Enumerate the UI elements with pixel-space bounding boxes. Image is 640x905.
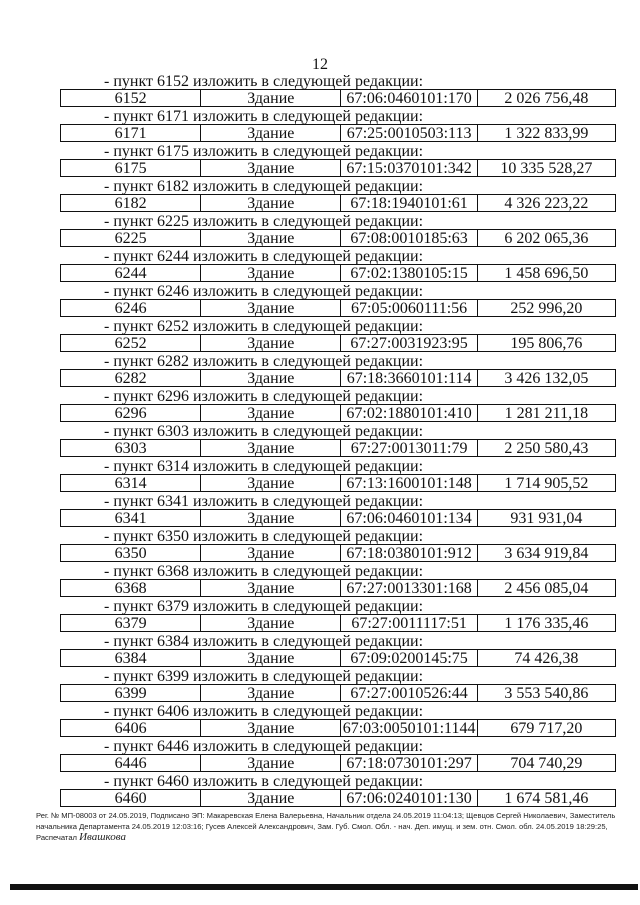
amendment-intro: - пункт 6368 изложить в следующей редакции: [104, 563, 424, 580]
amendment-intro: - пункт 6152 изложить в следующей редакции: [104, 73, 424, 90]
handwritten-signature: Ивашкова [79, 831, 126, 843]
cadastral-value-cell: 1 281 211,18 [504, 405, 589, 421]
amendment-entry [60, 494, 616, 529]
amendment-intro: - пункт 6244 изложить в следующей редакции: [104, 248, 424, 265]
table-row [60, 369, 616, 387]
signature-footer [36, 810, 616, 843]
item-number-cell: 6368 [61, 580, 201, 596]
amendment-intro: - пункт 6252 изложить в следующей редакции: [104, 318, 424, 335]
cadastral-value-cell: 1 322 833,99 [504, 125, 589, 141]
item-number-cell: 6182 [61, 195, 201, 211]
amendment-entry [60, 599, 616, 634]
amendment-intro: - пункт 6399 изложить в следующей редакции: [104, 668, 424, 685]
amendment-entry [60, 249, 616, 284]
table-row [60, 89, 616, 107]
amendment-entry [60, 389, 616, 424]
amendment-entry [60, 74, 616, 109]
object-type-cell: Здание [201, 90, 341, 106]
cadastral-number-cell: 67:27:0011117:51 [341, 615, 477, 631]
amendment-entry [60, 179, 616, 214]
amendment-intro: - пункт 6246 изложить в следующей редакции: [104, 283, 424, 300]
amendment-list [60, 74, 616, 809]
item-number-cell: 6303 [61, 440, 201, 456]
cadastral-number-cell: 67:06:0460101:170 [341, 90, 477, 106]
cadastral-number-cell: 67:18:1940101:61 [341, 195, 477, 211]
amendment-intro: - пункт 6446 изложить в следующей редакции: [104, 738, 424, 755]
amendment-intro: - пункт 6406 изложить в следующей редакции: [104, 703, 424, 720]
table-row [60, 684, 616, 702]
cadastral-value-cell: 704 740,29 [510, 755, 583, 771]
table-row [60, 649, 616, 667]
amendment-entry [60, 354, 616, 389]
amendment-entry [60, 214, 616, 249]
scan-edge-bar [10, 884, 638, 890]
amendment-intro: - пункт 6296 изложить в следующей редакции: [104, 388, 424, 405]
object-type-cell: Здание [201, 405, 341, 421]
footer-text: Рег. № МП-08003 от 24.05.2019, Подписано ЭП: Макаревская Елена Валерьевна, Начальник отдела 24.05.2019 11:04:13; Щевцов Сергей Николаевич, Заместитель начальника Департамента 24.05.2019 12:03:16; Гусев Алексей Александрович, Зам. Губ. Смол. Обл. - нач. Деп. имущ. и зем. отн. Смол. обл. 24.05.2019 18:29:25, Распечатал [36, 811, 616, 842]
table-row [60, 789, 616, 807]
object-type-cell: Здание [201, 160, 341, 176]
page-number: 12 [312, 56, 328, 73]
cadastral-number-cell: 67:27:0013301:168 [341, 580, 477, 596]
amendment-intro: - пункт 6171 изложить в следующей редакции: [104, 108, 424, 125]
cadastral-number-cell: 67:27:0031923:95 [341, 335, 477, 351]
object-type-cell: Здание [201, 790, 341, 806]
amendment-intro: - пункт 6341 изложить в следующей редакции: [104, 493, 424, 510]
cadastral-number-cell: 67:06:0240101:130 [341, 790, 477, 806]
cadastral-value-cell: 4 326 223,22 [504, 195, 589, 211]
item-number-cell: 6384 [61, 650, 201, 666]
table-row [60, 754, 616, 772]
cadastral-number-cell: 67:18:0380101:912 [341, 545, 477, 561]
amendment-entry [60, 739, 616, 774]
cadastral-value-cell: 2 456 085,04 [504, 580, 589, 596]
amendment-entry [60, 564, 616, 599]
cadastral-value-cell: 1 714 905,52 [504, 475, 589, 491]
object-type-cell: Здание [201, 265, 341, 281]
cadastral-number-cell: 67:18:0730101:297 [341, 755, 477, 771]
object-type-cell: Здание [201, 685, 341, 701]
cadastral-number-cell: 67:09:0200145:75 [341, 650, 477, 666]
object-type-cell: Здание [201, 195, 341, 211]
item-number-cell: 6171 [61, 125, 201, 141]
cadastral-number-cell: 67:02:1380105:15 [341, 265, 477, 281]
object-type-cell: Здание [201, 580, 341, 596]
table-row [60, 334, 616, 352]
cadastral-value-cell: 931 931,04 [510, 510, 583, 526]
amendment-intro: - пункт 6303 изложить в следующей редакции: [104, 423, 424, 440]
item-number-cell: 6341 [61, 510, 201, 526]
table-row [60, 299, 616, 317]
amendment-entry [60, 459, 616, 494]
amendment-intro: - пункт 6282 изложить в следующей редакции: [104, 353, 424, 370]
item-number-cell: 6252 [61, 335, 201, 351]
item-number-cell: 6460 [61, 790, 201, 806]
object-type-cell: Здание [201, 650, 341, 666]
table-row [60, 439, 616, 457]
object-type-cell: Здание [201, 510, 341, 526]
item-number-cell: 6244 [61, 265, 201, 281]
table-row [60, 544, 616, 562]
cadastral-value-cell: 1 176 335,46 [504, 615, 589, 631]
amendment-entry [60, 424, 616, 459]
table-row [60, 124, 616, 142]
cadastral-value-cell: 3 553 540,86 [504, 685, 589, 701]
cadastral-value-cell: 6 202 065,36 [504, 230, 589, 246]
object-type-cell: Здание [201, 230, 341, 246]
amendment-entry [60, 144, 616, 179]
table-row [60, 159, 616, 177]
cadastral-value-cell: 195 806,76 [510, 335, 583, 351]
cadastral-number-cell: 67:02:1880101:410 [341, 405, 477, 421]
cadastral-number-cell: 67:05:0060111:56 [341, 300, 477, 316]
cadastral-value-cell: 252 996,20 [510, 300, 583, 316]
object-type-cell: Здание [201, 300, 341, 316]
cadastral-number-cell: 67:06:0460101:134 [341, 510, 477, 526]
cadastral-value-cell: 1 674 581,46 [504, 790, 589, 806]
amendment-entry [60, 284, 616, 319]
item-number-cell: 6379 [61, 615, 201, 631]
amendment-intro: - пункт 6175 изложить в следующей редакции: [104, 143, 424, 160]
cadastral-number-cell: 67:25:0010503:113 [341, 125, 477, 141]
amendment-entry [60, 669, 616, 704]
object-type-cell: Здание [201, 335, 341, 351]
item-number-cell: 6446 [61, 755, 201, 771]
cadastral-value-cell: 3 426 132,05 [504, 370, 589, 386]
item-number-cell: 6152 [61, 90, 201, 106]
amendment-intro: - пункт 6314 изложить в следующей редакции: [104, 458, 424, 475]
item-number-cell: 6314 [61, 475, 201, 491]
object-type-cell: Здание [201, 755, 341, 771]
item-number-cell: 6399 [61, 685, 201, 701]
cadastral-value-cell: 2 250 580,43 [504, 440, 589, 456]
item-number-cell: 6406 [61, 720, 201, 736]
cadastral-number-cell: 67:18:3660101:114 [341, 370, 477, 386]
amendment-entry [60, 529, 616, 564]
amendment-entry [60, 774, 616, 809]
table-row [60, 579, 616, 597]
amendment-entry [60, 319, 616, 354]
cadastral-number-cell: 67:03:0050101:1144 [341, 720, 477, 736]
object-type-cell: Здание [201, 440, 341, 456]
cadastral-number-cell: 67:15:0370101:342 [341, 160, 477, 176]
table-row [60, 719, 616, 737]
table-row [60, 229, 616, 247]
object-type-cell: Здание [201, 545, 341, 561]
object-type-cell: Здание [201, 615, 341, 631]
amendment-entry [60, 704, 616, 739]
item-number-cell: 6350 [61, 545, 201, 561]
table-row [60, 614, 616, 632]
cadastral-value-cell: 3 634 919,84 [504, 545, 589, 561]
amendment-intro: - пункт 6384 изложить в следующей редакции: [104, 633, 424, 650]
amendment-entry [60, 634, 616, 669]
item-number-cell: 6225 [61, 230, 201, 246]
table-row [60, 264, 616, 282]
cadastral-number-cell: 67:27:0010526:44 [341, 685, 477, 701]
amendment-intro: - пункт 6460 изложить в следующей редакции: [104, 773, 424, 790]
amendment-entry [60, 109, 616, 144]
cadastral-number-cell: 67:27:0013011:79 [341, 440, 477, 456]
table-row [60, 194, 616, 212]
cadastral-value-cell: 679 717,20 [510, 720, 583, 736]
cadastral-number-cell: 67:13:1600101:148 [341, 475, 477, 491]
amendment-intro: - пункт 6182 изложить в следующей редакции: [104, 178, 424, 195]
amendment-intro: - пункт 6225 изложить в следующей редакции: [104, 213, 424, 230]
item-number-cell: 6175 [61, 160, 201, 176]
table-row [60, 404, 616, 422]
object-type-cell: Здание [201, 475, 341, 491]
item-number-cell: 6246 [61, 300, 201, 316]
cadastral-number-cell: 67:08:0010185:63 [341, 230, 477, 246]
item-number-cell: 6282 [61, 370, 201, 386]
table-row [60, 474, 616, 492]
cadastral-value-cell: 1 458 696,50 [504, 265, 589, 281]
table-row [60, 509, 616, 527]
cadastral-value-cell: 2 026 756,48 [504, 90, 589, 106]
amendment-intro: - пункт 6379 изложить в следующей редакции: [104, 598, 424, 615]
cadastral-value-cell: 74 426,38 [514, 650, 579, 666]
object-type-cell: Здание [201, 720, 341, 736]
object-type-cell: Здание [201, 125, 341, 141]
object-type-cell: Здание [201, 370, 341, 386]
amendment-intro: - пункт 6350 изложить в следующей редакции: [104, 528, 424, 545]
item-number-cell: 6296 [61, 405, 201, 421]
cadastral-value-cell: 10 335 528,27 [500, 160, 593, 176]
